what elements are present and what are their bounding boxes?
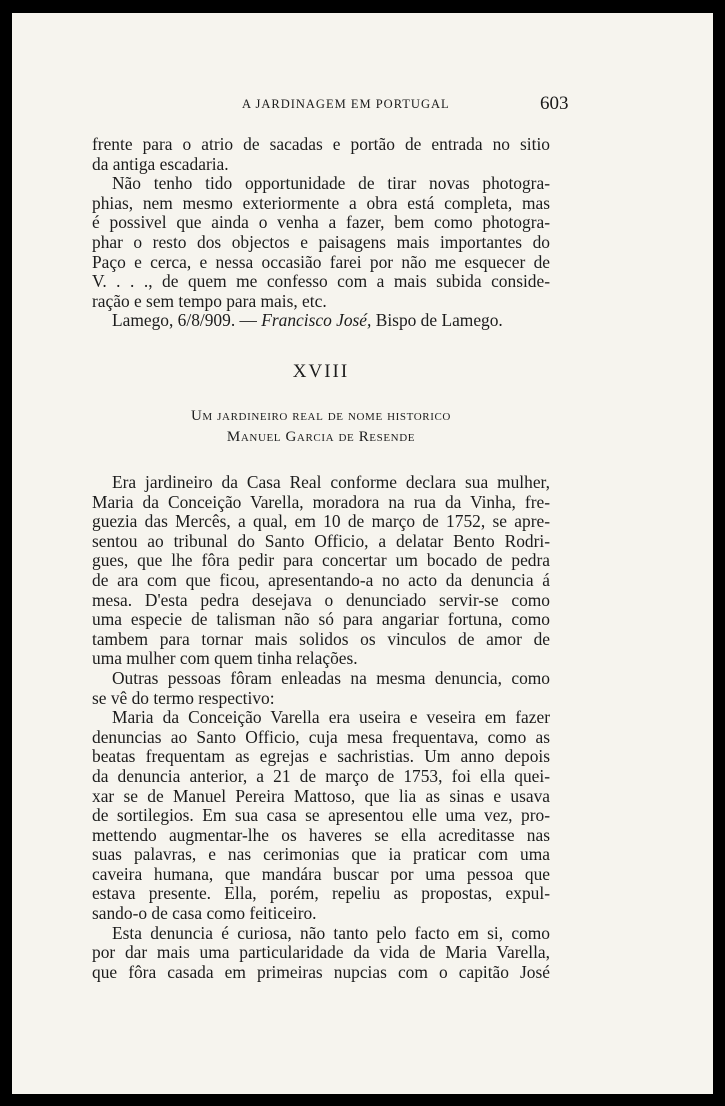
text-line: caveira humana, que mandára buscar por uma pessoa que <box>92 863 550 884</box>
letter-paragraph-2 <box>92 174 550 311</box>
letter-end-block <box>92 135 550 331</box>
text-line: da denuncia anterior, a 21 de março de 1753, foi ella quei- <box>92 765 550 786</box>
text-line: beatas frequentam as egrejas e sachristias. Um anno depois <box>92 746 550 767</box>
chapter-title-line-1: Um jardineiro real de nome historico <box>191 408 451 424</box>
text-line: denuncias ao Santo Officio, cuja mesa frequentava, como as <box>92 726 550 747</box>
body-paragraph-1 <box>92 473 550 669</box>
text-line: frente para o atrio de sacadas e portão de entrada no sitio <box>92 134 550 154</box>
text-line: mettendo augmentar-lhe os haveres se ella acreditasse nas <box>92 824 550 845</box>
running-title: A JARDINAGEM EM PORTUGAL <box>242 97 450 111</box>
text-line: Maria da Conceição Varella, moradora na rua da Vinha, fre- <box>92 491 550 512</box>
text-line: mesa. D'esta pedra desejava o denunciado servir-se como <box>92 589 550 610</box>
text-line: por dar mais uma particularidade da vida de Maria Varella, <box>92 942 550 963</box>
text-line: Era jardineiro da Casa Real conforme declara sua mulher, <box>112 472 550 492</box>
text-line: que fôra casada em primeiras nupcias com o capitão José <box>92 961 550 982</box>
signature-line <box>92 311 550 331</box>
chapter-body <box>92 473 550 982</box>
text-line: Esta denuncia é curiosa, não tanto pelo facto em si, como <box>112 922 550 943</box>
signature-name: Francisco José, <box>261 310 372 331</box>
text-line: sando-o de casa como feiticeiro. <box>92 903 317 924</box>
body-paragraph-2 <box>92 669 550 708</box>
book-page <box>12 10 713 1097</box>
text-line: uma mulher com quem tinha relações. <box>92 648 358 669</box>
text-line: se vê do termo respectivo: <box>92 687 275 708</box>
signature-title: Bispo de Lamego. <box>375 310 503 331</box>
text-line: de sortilegios. Em sua casa se apresentou elle uma vez, pro- <box>92 805 550 826</box>
text-line: da antiga escadaria. <box>92 153 229 174</box>
text-line: V. . . ., de quem me confesso com a mais subida conside- <box>92 271 550 292</box>
chapter-title-line-2: Manuel Garcia de Resende <box>226 429 416 445</box>
text-line: suas palavras, e nas cerimonias que ia praticar com uma <box>92 844 550 865</box>
text-line: Não tenho tido opportunidade de tirar novas photogra- <box>112 173 550 194</box>
chapter-number: XVIII <box>292 361 350 382</box>
text-line: Maria da Conceição Varella era useira e veseira em fazer <box>112 707 550 728</box>
page-number: 603 <box>540 93 569 114</box>
letter-paragraph-1 <box>92 135 550 174</box>
running-head <box>12 93 713 117</box>
text-line: uma especie de talisman não só para angariar fortuna, como <box>92 609 550 630</box>
text-line: Outras pessoas fôram enleadas na mesma denuncia, como <box>112 667 550 688</box>
text-line: phias, nem mesmo exteriormente a obra está completa, mas <box>92 192 550 213</box>
text-line: ração e sem tempo para mais, etc. <box>92 290 327 311</box>
body-paragraph-3 <box>92 708 550 924</box>
text-line: guezia das Mercês, a qual, em 10 de março de 1752, se apre- <box>92 511 550 532</box>
signature-place-date: Lamego, 6/8/909. — <box>112 310 257 331</box>
text-line: Paço e cerca, e nessa occasião farei por não me esquecer de <box>92 251 550 272</box>
text-line: é possivel que ainda o venha a fazer, bem como photogra- <box>92 212 550 233</box>
text-line: xar se de Manuel Pereira Mattoso, que lia as sinas e usava <box>92 785 550 806</box>
text-line: estava presente. Ella, porém, repeliu as propostas, expul- <box>92 883 550 904</box>
text-line: sentou ao tribunal do Santo Officio, a delatar Bento Rodri- <box>92 530 550 551</box>
text-line: tambem para tornar mais solidos os vinculos de amor de <box>92 628 550 649</box>
text-line: phar o resto dos objectos e paisagens mais importantes do <box>92 231 550 252</box>
text-line: de ara com que ficou, apresentando-a no acto da denuncia á <box>92 569 550 590</box>
text-line: gues, que lhe fôra pedir para concertar um bocado de pedra <box>92 550 550 571</box>
body-paragraph-4 <box>92 924 550 983</box>
